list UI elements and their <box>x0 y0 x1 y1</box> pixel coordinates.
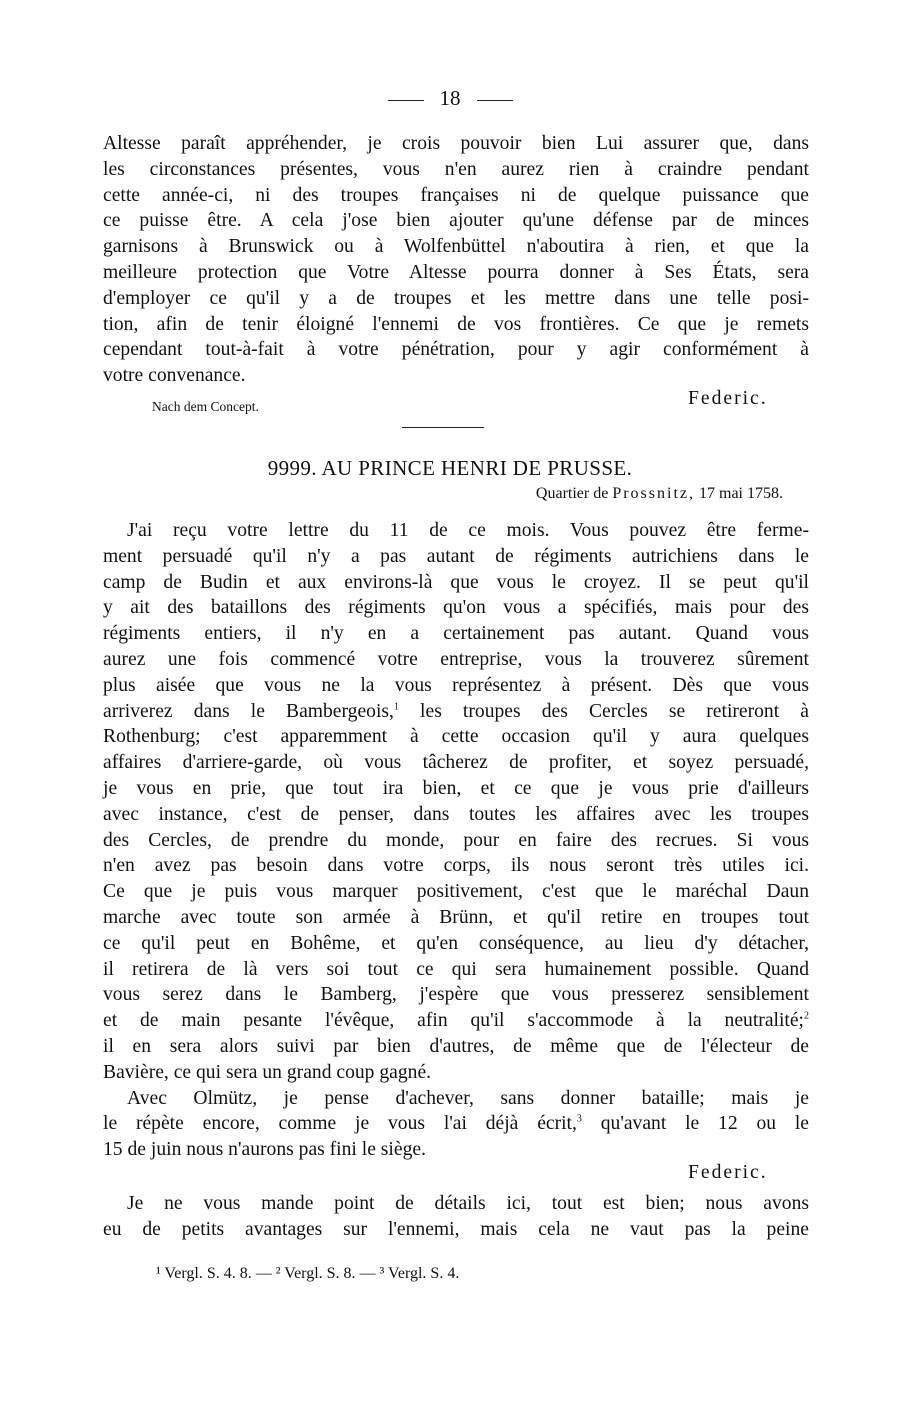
place-date: 17 mai 1758. <box>699 485 783 502</box>
text-line: d'employer ce qu'il y a de troupes et les mettre dans une telle posi- <box>103 287 809 309</box>
text-line <box>103 1008 809 1034</box>
text-line: ce qu'il peut en Bohême, et qu'en conséquence, au lieu d'y détacher, <box>103 932 809 954</box>
text-line: eu de petits avantages sur l'ennemi, mais cela ne vaut pas la peine <box>103 1218 809 1240</box>
text-line: Altesse paraît appréhender, je crois pouvoir bien Lui assurer que, dans <box>103 133 809 154</box>
source-note: Nach dem Concept. <box>152 399 259 414</box>
footnotes: ¹ Vergl. S. 4. 8. — ² Vergl. S. 8. — ³ Vergl. S. 4. <box>156 1265 460 1282</box>
text-line: Ce que je puis vous marquer positivement, c'est que le maréchal Daun <box>103 881 809 903</box>
text-line: Rothenburg; c'est apparemment à cette occasion qu'il y aura quelques <box>103 726 809 748</box>
text-line: les circonstances présentes, vous n'en aurez rien à craindre pendant <box>103 158 809 180</box>
text-line <box>103 1111 809 1137</box>
intro-paragraph <box>103 131 809 389</box>
text-line: Je ne vous mande point de détails ici, tout est bien; nous avons <box>127 1193 809 1214</box>
text-line: 15 de juin nous n'aurons pas fini le siège. <box>103 1139 426 1161</box>
postscript <box>103 1191 809 1243</box>
section-divider <box>402 427 484 428</box>
signature: Federic. <box>688 388 768 409</box>
signature: Federic. <box>688 1162 768 1183</box>
text-line: votre convenance. <box>103 365 246 387</box>
text-segment: arriverez dans le Bambergeois, <box>103 700 394 722</box>
text-segment: et de main pesante l'évêque, afin qu'il s'accommode à la neutralité; <box>103 1010 804 1032</box>
text-line: garnisons à Brunswick ou à Wolfenbüttel n'aboutira à rien, et que la <box>103 236 809 258</box>
text-line: Avec Olmütz, je pense d'achever, sans donner bataille; mais je <box>127 1087 809 1109</box>
page-number: 18 <box>439 86 461 110</box>
text-line: meilleure protection que Votre Altesse pourra donner à Ses États, sera <box>103 261 809 283</box>
text-line: il retirera de là vers soi tout ce qui sera humainement possible. Quand <box>103 958 809 980</box>
text-line: tion, afin de tenir éloigné l'ennemi de vos frontières. Ce que je remets <box>103 313 809 335</box>
text-line: affaires d'arriere-garde, où vous tâcherez de profiter, et soyez persuadé, <box>103 752 809 774</box>
text-line: ce puisse être. A cela j'ose bien ajouter qu'une défense par de minces <box>103 210 809 232</box>
text-line: aurez une fois commencé votre entreprise, vous la trouverez sûrement <box>103 648 809 670</box>
header-dash-right <box>477 100 513 101</box>
page-header <box>0 86 900 111</box>
text-line: vous serez dans le Bamberg, j'espère que vous presserez sensiblement <box>103 984 809 1006</box>
text-line: marche avec toute son armée à Brünn, et qu'il retire en troupes tout <box>103 906 809 928</box>
text-segment: qu'avant le 12 ou le <box>581 1113 810 1135</box>
text-segment: les troupes des Cercles se retireront à <box>398 700 809 722</box>
text-line: des Cercles, de prendre du monde, pour en faire des recrues. Si vous <box>103 829 809 851</box>
letter-body <box>103 518 809 1163</box>
text-line: avec instance, c'est de penser, dans toutes les affaires avec les troupes <box>103 803 809 825</box>
text-line: J'ai reçu votre lettre du 11 de ce mois. Vous pouvez être ferme- <box>127 520 809 541</box>
text-line: il en sera alors suivi par bien d'autres, de même que de l'électeur de <box>103 1035 809 1057</box>
text-line <box>103 699 809 725</box>
text-line: y ait des bataillons des régiments qu'on vous a spécifiés, mais pour des <box>103 597 809 619</box>
place-name: Prossnitz, <box>612 485 695 502</box>
footnote-marker: 1 <box>393 701 399 713</box>
letter-heading: 9999. AU PRINCE HENRI DE PRUSSE. <box>267 456 633 480</box>
text-line: n'en avez pas besoin dans votre corps, ils nous seront très utiles ici. <box>103 855 809 877</box>
header-dash-left <box>388 100 424 101</box>
footnote-marker: 3 <box>576 1113 582 1125</box>
text-line: régiments entiers, il n'y en a certainement pas autant. Quand vous <box>103 623 809 645</box>
text-line: Bavière, ce qui sera un grand coup gagné. <box>103 1061 432 1083</box>
footnote-marker: 2 <box>804 1010 809 1022</box>
text-line: cette année-ci, ni des troupes françaises ni de quelque puissance que <box>103 184 809 206</box>
text-line: je vous en prie, que tout ira bien, et ce que je vous prie d'ailleurs <box>103 777 809 799</box>
text-line: plus aisée que vous ne la vous représentez à présent. Dès que vous <box>103 674 809 696</box>
place-date-line <box>536 485 783 503</box>
text-line: ment persuadé qu'il n'y a pas autant de régiments autrichiens dans le <box>103 545 809 567</box>
place-prefix: Quartier de <box>535 485 609 502</box>
text-line: cependant tout-à-fait à votre pénétration, pour y agir conformément à <box>103 339 809 361</box>
text-line: camp de Budin et aux environs-là que vous le croyez. Il se peut qu'il <box>103 571 809 593</box>
text-segment: le répète encore, comme je vous l'ai déjà écrit, <box>103 1113 577 1135</box>
